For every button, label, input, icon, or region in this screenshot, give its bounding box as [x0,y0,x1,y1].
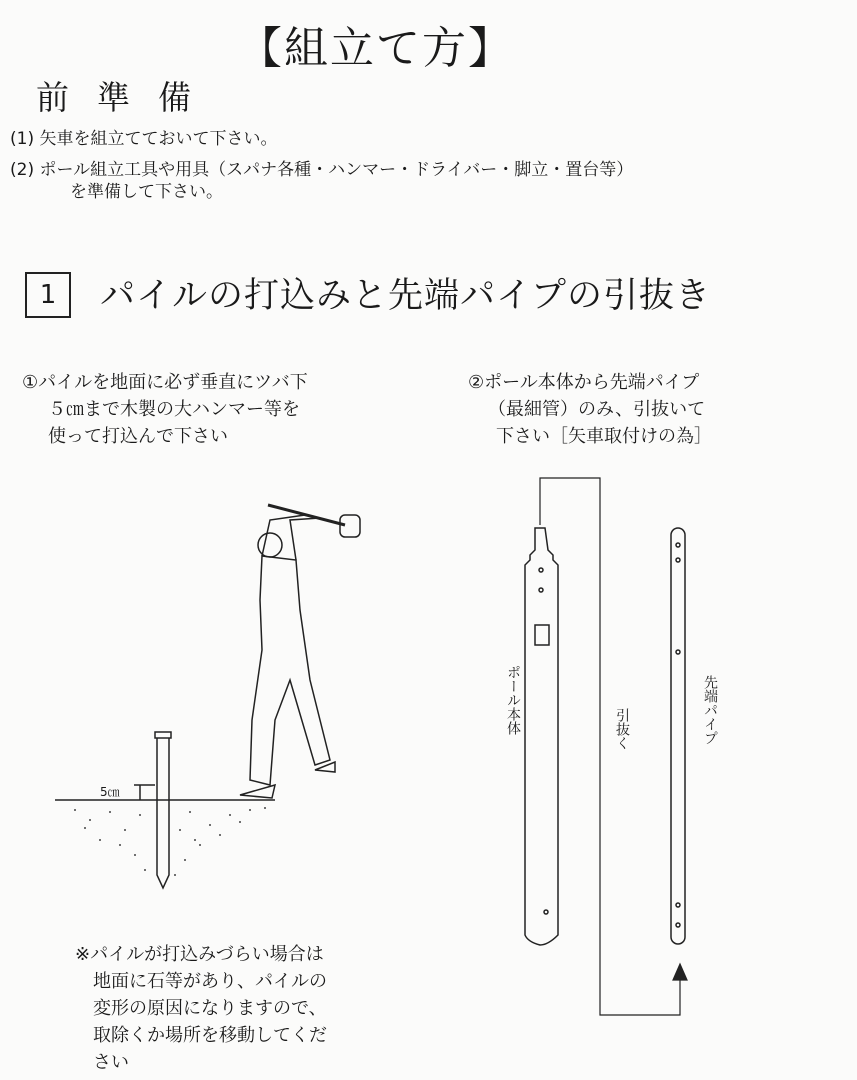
note-line1: ※パイルが打込みづらい場合は [75,944,324,965]
section-heading: パイルの打込みと先端パイプの引抜き [100,276,711,316]
prep-item-1: (1) 矢車を組立てておいて下さい。 [10,129,278,149]
pull-label: 引抜く [614,708,630,750]
step2-line3: 下さい［矢車取付けの為］ [496,426,712,447]
note-line3: 変形の原因になりますので、 [93,998,327,1019]
prep-item-2: (2) ポール組立工具や用具（スパナ各種・ハンマー・ドライバー・脚立・置台等） [10,160,634,180]
page-title: 【組立て方】 [238,23,514,74]
tip-pipe-illustration [671,528,685,944]
depth-label: 5㎝ [100,785,120,799]
step2-line1: ②ポール本体から先端パイプ [468,372,700,393]
note-line5: さい [93,1052,129,1073]
prep-item-2-cont: を準備して下さい。 [70,182,223,202]
step1-line1: ①パイルを地面に必ず垂直にツバ下 [22,372,308,393]
preparation-heading: 前準備 [36,78,219,117]
person-hammering-illustration [240,505,360,798]
note-line4: 取除くか場所を移動してくだ [93,1025,327,1046]
pole-body-label: ポール本体 [505,665,521,735]
ground-illustration [55,800,275,876]
section-number: 1 [25,272,71,318]
step1-line2: ５㎝まで木製の大ハンマー等を [48,399,300,420]
step2-line2: （最細管）のみ、引抜いて [488,399,706,420]
pile-illustration [134,732,171,888]
note-line2: 地面に石等があり、パイルの [93,971,327,992]
pole-body-illustration [525,528,558,945]
step1-line3: 使って打込んで下さい [48,426,228,447]
tip-pipe-label: 先端パイプ [702,675,718,745]
